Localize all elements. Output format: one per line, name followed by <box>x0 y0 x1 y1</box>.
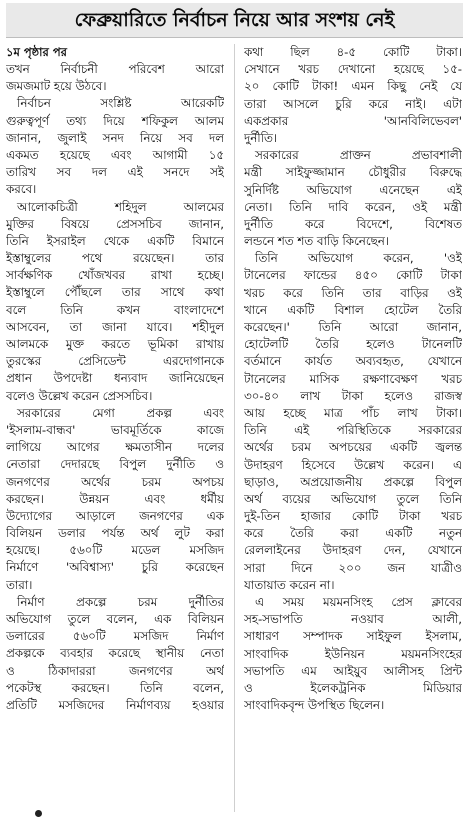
text-line: হয়েছে। ৫৬০টি মডেল মসজিদ <box>6 543 224 558</box>
text-line: ডলারের ৫৬০টি মসজিদ নির্মাণ <box>6 629 224 644</box>
text-line: টানেলের ফান্ডের ৪৫০ কোটি টাকা <box>244 268 462 283</box>
text-line: বলেও উল্লেখ করেন প্রেসসচিব। <box>6 388 153 403</box>
text-line: করবে। <box>6 182 37 197</box>
text-line: ইস্তাম্বুলে পৌঁছলে তার সাথে কথা <box>6 285 224 300</box>
bullet-mark <box>35 810 42 817</box>
text-line: সুনির্দিষ্ট অভিযোগ এনেছেন এই <box>244 182 462 197</box>
text-line: লাগিয়ে আগের ক্ষমতাসীন দলের <box>6 440 224 455</box>
text-line: টানেলের মাসিক রক্ষণাবেক্ষণ খরচ <box>244 371 462 386</box>
text-line: ২০ কোটি টাকা! এমন কিছু নেই যে <box>244 79 462 94</box>
text-line: লন্ডনে শত শত বাড়ি কিনেছেন। <box>244 234 389 249</box>
text-line: তারা। <box>6 577 33 592</box>
text-line: সেখানে খরচ দেখানো হয়েছে ১৫- <box>244 62 462 77</box>
text-line: দুর্নীতি। <box>244 130 278 145</box>
text-line: করে তৈরি করা একটি নতুন <box>244 526 462 541</box>
text-line: সরকারের মেগা প্রকল্প এবং <box>17 405 224 420</box>
text-line: তিনি ইসরাইল থেকে একটি বিমানে <box>6 233 224 248</box>
text-line: আলোকচিত্রী শহিদুল আলমের <box>17 199 224 214</box>
text-line: পকেটস্থ করছেন। তিনি বলেন, <box>6 680 224 695</box>
text-line: সারা দিনে ২০০ জন যাত্রীও <box>244 560 462 575</box>
text-line: গুরুত্বপূর্ণ তথ্য দিয়ে শফিকুল আলম <box>6 113 224 128</box>
text-line: যাতায়াত করেন না। <box>244 577 335 592</box>
text-line: সার্বক্ষণিক খোঁজখবর রাখা হচ্ছে। <box>6 268 224 283</box>
text-line: সভাপতি এম আইয়ুব আলীসহ প্রিন্ট <box>244 663 462 678</box>
text-line: প্রধান উপদেষ্টা ধন্যবাদ জানিয়েছেন <box>6 371 224 386</box>
text-line: নেতা। তিনি দাবি করেন, ওই মন্ত্রী <box>244 199 462 214</box>
text-line: বলে তিনি কখন বাংলাদেশে <box>6 302 224 317</box>
text-line: তারিখ সব দল এই সনদে সই <box>6 165 224 180</box>
text-line: প্রতিটি মসজিদের নির্মাণব্যয় হওয়ার <box>6 697 224 712</box>
text-line: তিনি এই পরিস্থিতিকে সরকারের <box>244 423 462 438</box>
continued-from-label: ১ম পৃষ্ঠার পর <box>6 45 67 59</box>
text-line: একপ্রকার 'আনবিলিভেবল' <box>244 113 462 128</box>
text-line: ছাড়াও, অপ্রয়োজনীয় প্রকল্পে বিপুল <box>244 474 462 489</box>
text-line: অর্থ ব্যয়ের অভিযোগ তুলে তিনি <box>244 491 462 506</box>
text-line: তুরস্কের প্রেসিডেন্ট এরদোগানকে <box>6 354 224 369</box>
text-line: অভিযোগ তুলে বলেন, এক বিলিয়ন <box>6 612 224 626</box>
text-line: একমত হয়েছে এবং আগামী ১৫ <box>6 147 224 162</box>
text-line: খরচ করে তিনি তার বাড়ির ওই <box>244 285 462 300</box>
text-line: সরকারের প্রাক্তন প্রভাবশালী <box>255 148 462 163</box>
text-line: নির্মাণ প্রকল্পে চরম দুর্নীতির <box>17 594 224 609</box>
text-line: আসবেন, তা জানা যাবে। শহীদুল <box>6 319 224 334</box>
text-line: মন্ত্রী সাইফুজ্জামান চৌধুরীর বিরুদ্ধে <box>244 165 462 180</box>
text-line: ইস্তাম্বুলের পথে রয়েছেন। তার <box>6 251 224 266</box>
text-line: নির্মাণে 'অবিশ্বাস্য' চুরি করেছেন <box>6 560 224 575</box>
text-line: ও ঠিকাদাররা জনগণের অর্থ <box>6 663 224 678</box>
article-headline: ফেব্রুয়ারিতে নির্বাচন নিয়ে আর সংশয় নেই <box>6 3 463 38</box>
text-line: ৩০-৪০ লাখ টাকা হলেও রাজস্ব <box>244 388 462 403</box>
text-line: অর্থের চরম অপচয়ের একটি জ্বলন্ত <box>244 440 462 455</box>
text-line: নির্বাচন সংশ্লিষ্ট আরেকটি <box>17 96 224 111</box>
text-line: উদ্যোগের আড়ালে জনগণের এক <box>6 508 224 523</box>
text-line: আয় হচ্ছে মাত্র পাঁচ লাখ টাকা। <box>244 405 462 420</box>
text-line: বর্তমানে কার্যত অব্যবহৃত, যেখানে <box>244 354 462 369</box>
left-column-body <box>6 61 224 714</box>
text-line: হোটেলটি তৈরি হলেও টানেলটি <box>244 337 462 352</box>
text-line: তারা আসলে চুরি করে নাই। এটা <box>244 96 462 111</box>
right-column <box>244 44 462 814</box>
text-line: তিনি অভিযোগ করেন, 'ওই <box>255 251 462 266</box>
text-line: করছেন। উন্নয়ন এবং ধর্মীয় <box>6 491 224 506</box>
column-divider <box>234 44 235 812</box>
text-line: 'ইসলাম-বান্ধব' ভাবমূর্তিকে কাজে <box>6 422 224 437</box>
text-line: সাংবাদিক ইউনিয়ন ময়মনসিংহের <box>244 646 462 661</box>
text-line: জমজমাট হয়ে উঠবে। <box>6 79 107 94</box>
text-line: সহ-সভাপতি নওয়াব আলী, <box>244 612 462 627</box>
text-line: এ সময় ময়মনসিংহ প্রেস ক্লাবের <box>255 595 462 609</box>
text-line: সাংবাদিকবৃন্দ উপস্থিত ছিলেন। <box>244 698 385 713</box>
text-line: ও ইলেকট্রনিক মিডিয়ার <box>244 680 462 695</box>
text-line: দুর্নীতি করে বিদেশে, বিশেষত <box>244 216 462 231</box>
text-line: জানান, জুলাই সনদ নিয়ে সব দল <box>6 130 224 145</box>
text-line: আলমকে মুক্ত করতে ভূমিকা রাখায় <box>6 337 224 351</box>
text-line: উদাহরণ হিসেবে উল্লেখ করেন। এ <box>244 457 462 472</box>
text-line: মুক্তির বিষয়ে প্রেসসচিব জানান, <box>6 216 224 231</box>
text-line: রেললাইনের উদাহরণ দেন, যেখানে <box>244 543 462 558</box>
text-line: নেতারা দেদারছে বিপুল দুর্নীতি ও <box>6 457 224 472</box>
text-line: খানে একটি বিশাল হোটেল তৈরি <box>244 302 462 317</box>
text-line: প্রকল্পকে ব্যবহার করেছে স্থানীয় নেতা <box>6 646 224 661</box>
right-column-body <box>244 44 462 714</box>
text-line: জনগণের অর্থের চরম অপচয় <box>6 474 224 489</box>
text-line: বিলিয়ন ডলার পর্যন্ত অর্থ লুট করা <box>6 526 224 541</box>
text-line: কথা ছিল ৪-৫ কোটি টাকা। <box>244 45 462 59</box>
text-line: সাধারণ সম্পাদক সাইফুল ইসলাম, <box>244 629 462 644</box>
left-column <box>6 44 224 814</box>
text-line: দুই-তিন হাজার কোটি টাকা খরচ <box>244 509 462 524</box>
text-line: করেছেন।' তিনি আরো জানান, <box>244 320 462 334</box>
text-line: তখন নির্বাচনী পরিবেশ আরো <box>6 62 224 76</box>
